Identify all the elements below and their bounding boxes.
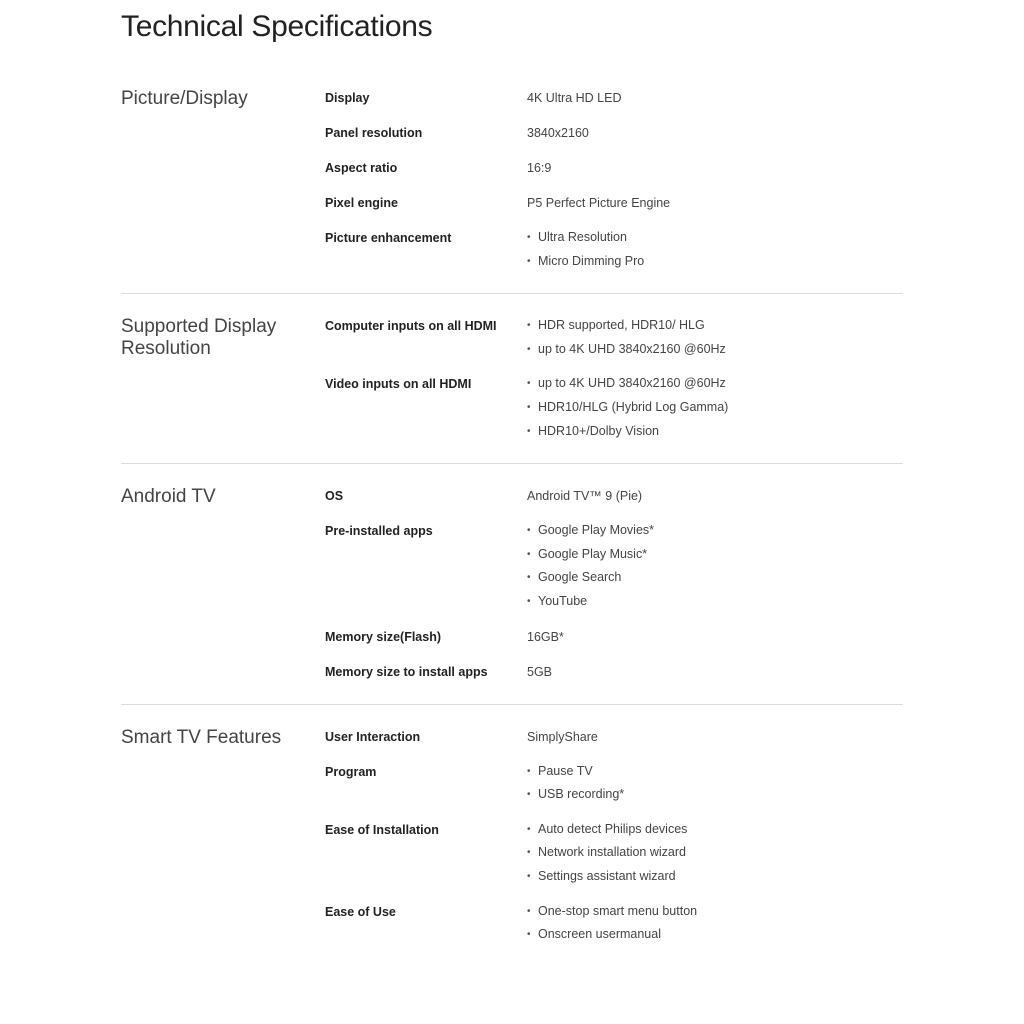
spec-name: Pre-installed apps (325, 524, 433, 539)
spec-section (121, 294, 903, 464)
spec-value-item: • HDR10+/Dolby Vision (527, 420, 728, 444)
spec-rows (325, 484, 903, 683)
spec-rows (325, 314, 903, 443)
spec-page (121, 0, 903, 967)
spec-value-item: • HDR supported, HDR10/ HLG (527, 314, 726, 338)
spec-value-item: • Pause TV (527, 760, 624, 784)
spec-name: User Interaction (325, 729, 421, 744)
spec-value-item: • Onscreen usermanual (527, 923, 697, 947)
spec-value-item: • Ultra Resolution (527, 226, 644, 250)
spec-value-list (527, 818, 687, 889)
spec-name: OS (325, 489, 344, 504)
spec-value-item: • Micro Dimming Pro (527, 250, 644, 274)
spec-value-item: • Google Play Music* (527, 543, 654, 567)
spec-name: Picture enhancement (325, 231, 452, 245)
spec-value-item: • One-stop smart menu button (527, 900, 697, 924)
spec-sections (121, 66, 903, 967)
spec-value-list (527, 226, 644, 273)
spec-value-item: • Settings assistant wizard (527, 865, 687, 889)
spec-row (325, 156, 903, 180)
spec-row (325, 625, 903, 649)
spec-value-item: • USB recording* (527, 783, 624, 807)
spec-section (121, 705, 903, 967)
spec-rows (325, 725, 903, 947)
spec-name: Ease of Use (325, 904, 396, 919)
spec-value: P5 Perfect Picture Engine (527, 196, 671, 210)
spec-value: 16:9 (527, 161, 552, 175)
spec-section (121, 66, 903, 294)
spec-value: 3840x2160 (527, 126, 589, 140)
section-title: Android TV (121, 486, 216, 508)
spec-row (325, 660, 903, 684)
spec-row (325, 818, 903, 889)
section-title: Picture/Display (121, 88, 248, 109)
spec-name: Program (325, 764, 377, 779)
spec-value-list (527, 372, 728, 443)
spec-value-item: • up to 4K UHD 3840x2160 @60Hz (527, 338, 726, 362)
spec-value: 16GB* (527, 629, 564, 644)
spec-value-list (527, 314, 726, 361)
spec-row (325, 484, 903, 508)
spec-row (325, 314, 903, 361)
spec-value-item: • HDR10/HLG (Hybrid Log Gamma) (527, 396, 728, 420)
spec-row (325, 900, 903, 947)
spec-value-list (527, 760, 624, 807)
spec-value-item: • Google Search (527, 566, 654, 590)
spec-row (325, 760, 903, 807)
spec-name: Display (325, 91, 370, 105)
spec-row (325, 191, 903, 215)
spec-name: Video inputs on all HDMI (325, 377, 472, 392)
spec-row (325, 86, 903, 110)
spec-value: SimplyShare (527, 729, 598, 744)
spec-row (325, 725, 903, 749)
spec-value-item: • Google Play Movies* (527, 519, 654, 543)
spec-name: Aspect ratio (325, 161, 398, 175)
spec-rows (325, 86, 903, 273)
section-title: Smart TV Features (121, 726, 282, 748)
spec-name: Memory size to install apps (325, 664, 488, 679)
spec-name: Memory size(Flash) (325, 629, 442, 644)
spec-name: Ease of Installation (325, 822, 439, 837)
spec-row (325, 226, 903, 273)
spec-name: Panel resolution (325, 126, 423, 140)
spec-value-list (527, 519, 654, 613)
page-title: Technical Specifications (121, 10, 433, 43)
spec-value-item: • Network installation wizard (527, 841, 687, 865)
spec-value-item: • Auto detect Philips devices (527, 818, 687, 842)
spec-section (121, 464, 903, 704)
spec-value: 4K Ultra HD LED (527, 91, 622, 105)
spec-value-item: • YouTube (527, 590, 654, 614)
section-title: Supported Display Resolution (121, 316, 277, 360)
spec-row (325, 519, 903, 613)
spec-name: Pixel engine (325, 196, 398, 210)
spec-row (325, 121, 903, 145)
spec-value-item: • up to 4K UHD 3840x2160 @60Hz (527, 372, 728, 396)
spec-value: 5GB (527, 664, 553, 679)
spec-value: Android TV™ 9 (Pie) (527, 489, 643, 504)
spec-row (325, 372, 903, 443)
spec-name: Computer inputs on all HDMI (325, 319, 497, 334)
spec-value-list (527, 900, 697, 947)
